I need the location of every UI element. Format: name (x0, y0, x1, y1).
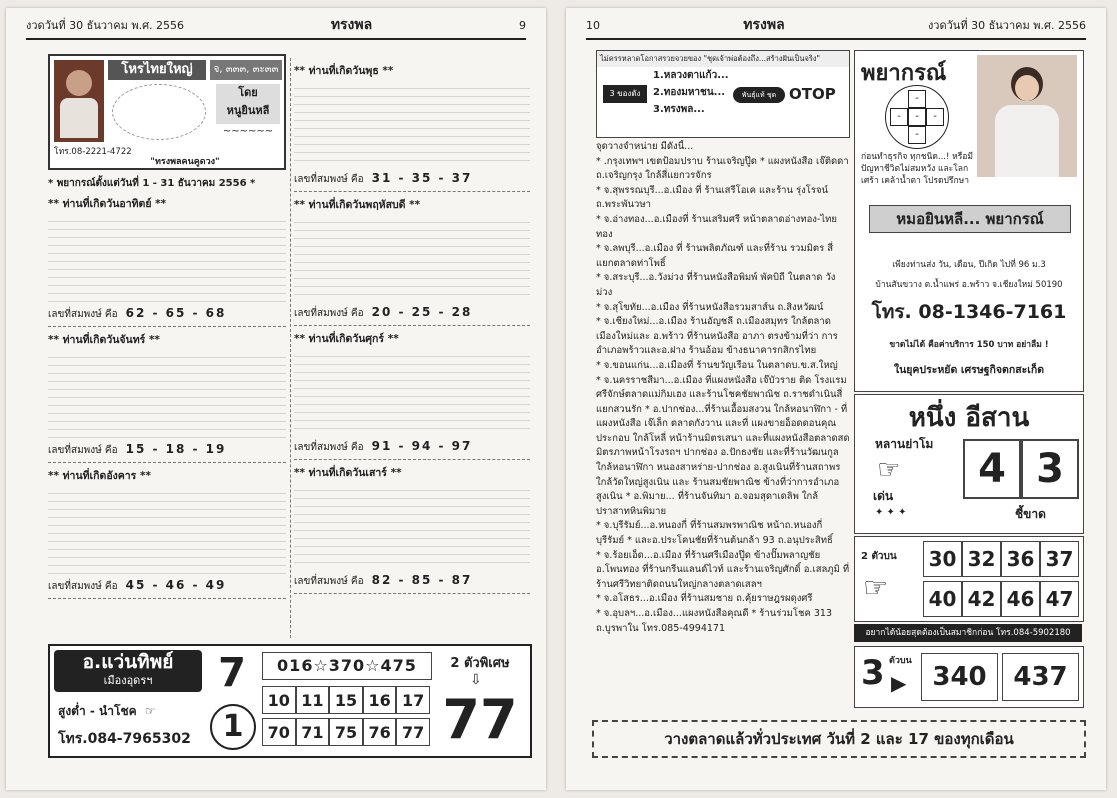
left-section-divider (48, 598, 286, 599)
left-section-divider (48, 462, 286, 463)
dealer-entry: * จ.เชียงใหม่...อ.เมือง ร้านอัญชลี ถ.เมืองสมุทร ใกล้ตลาด เมืองใหม่และ อ.พร้าว ที่ร้านหนังสือ อาภา ตรงข้ามที่ว่า การอำเภอพร้าวและอ.ฝาง ร้านอ้อม ข้างธนาคารกสิกรไทย (596, 316, 838, 357)
left-lucky-numbers: 45 - 46 - 49 (125, 578, 227, 592)
promo-slogan: สูงต่ำ - นำโชค (58, 704, 137, 718)
left-lucky-label: เลขที่สมพงษ์ คือ (48, 445, 118, 456)
horoscope-grid-cell: - (908, 108, 926, 126)
left-lucky-row (48, 578, 286, 594)
right-header-page-number: 10 (586, 18, 600, 32)
dealer-entry: * จ.อโสธร...อ.เมือง ที่ร้านสมชาย ถ.คุ้ยราษฎรผดุงศรี (596, 593, 813, 605)
isan-label-right: ชี้ขาด (1015, 507, 1046, 521)
forecast-tagline: ในยุคประหยัด เศรษฐกิจตกสะเก็ด (893, 364, 1045, 376)
right-section-title: ** ท่านที่เกิดวันพุธ ** (294, 65, 394, 77)
ad-item: 3.ทรงพล... (653, 104, 705, 115)
dealer-entry: * จ.นครราชสีมา...อ.เมือง ที่แผงหนังสือ เจ๊บัวราย ติด โรงแรมศรีจักษ์ตลาดแม่กิมเฮง และร้านโชคชัยพาณิช ถ.ราชดำเนินสี่แยกสวนรัก * อ.ปากช่อง...ที่ร้านเอื้อมสงวน ใกล้หอนาฬิกา - ที่แผงหนังสือ เจ๊เล็ก ตลาดกังวาน และที่ แผงขายอ็อดดอนคุณประกอบ ใกล้โหลี่ หน้าร้านมิตรเสนา และที่แผงหนังสือตลาดสดมิตรภาพหน้าโรงรถฯ ปากช่อง อ.ปักธงชัย และที่ร้านวัฒนกูล ใกล้หอนาฬิกา หนองสาหร่าย-ปากช่อง อ.สูงเนินที่ร้านสถาพร ใกล้วัดใหญ่สูงเนิน และ ร้านสมชัยพาณิช ข้างที่ว่าการอำเภอสูงเนิน * อ.พิมาย... ที่ร้านจันทิมา อ.จอมสุดาเดลิพ ใกล้ปราสาทหินพิมาย (596, 374, 850, 517)
left-section-body-placeholder (48, 214, 286, 302)
forecast-period-title: * พยากรณ์ตั้งแต่วันที่ 1 - 31 ธันวาคม 2556 * (48, 178, 256, 189)
isan-stars: ✦ ✦ ✦ (875, 507, 907, 518)
isan-digit: 4 (963, 439, 1021, 499)
horoscope-grid-cell: - (926, 108, 944, 126)
dealer-entry: * จ.บุรีรัมย์...อ.หนองกี่ ที่ร้านสมพรพาณิช หน้าถ.หนองกี่ บุรีรัมย์ * และอ.ประโคนชัยที่ร้านต้นกล้า 93 ถ.อนุประสิทธิ์ (596, 520, 833, 547)
profile-by-label: โดย (238, 86, 258, 99)
profile-title: โหรไทยใหญ่ (108, 60, 206, 80)
right-lucky-numbers: 20 - 25 - 28 (371, 305, 473, 319)
right-section (294, 196, 530, 326)
right-lucky-label: เลขที่สมพงษ์ คือ (294, 576, 364, 587)
left-page-column-2 (294, 58, 530, 640)
profile-byline (216, 84, 280, 124)
promo-row-b (262, 718, 430, 746)
otop-logo: OTOP (789, 85, 836, 103)
pointing-hand-icon: ☞ (877, 455, 901, 485)
right-section-title: ** ท่านที่เกิดวันเสาร์ ** (294, 467, 402, 479)
three-top-digit-label: 3 (861, 653, 885, 693)
two-top-number: 32 (962, 541, 1001, 577)
forecast-photo (977, 55, 1077, 177)
promo-special-label: 2 ตัวพิเศษ (450, 656, 510, 671)
forecast-send: เพียงท่านส่ง วัน, เดือน, ปีเกิด ไปที่ 96 ม.3 (892, 260, 1046, 270)
dealer-entry: * จ.สุโขทัย...อ.เมือง ที่ร้านหนังสือรวมสาส์น ถ.สิงหวัฒน์ (596, 301, 824, 313)
promo-big-bottom: 1 (210, 704, 256, 750)
isan-box (854, 394, 1084, 534)
right-header (586, 14, 1086, 36)
ad-badge: 3 ของดัง (603, 85, 647, 103)
horoscope-grid-cell: - (908, 90, 926, 108)
right-section-body-placeholder (294, 215, 530, 301)
forecast-address: บ้านสันขวาง ต.น้ำแพร่ อ.พร้าว จ.เชียงใหม่ 50190 (875, 280, 1063, 290)
promo-box (48, 644, 532, 758)
two-top-box (854, 536, 1084, 622)
left-section (48, 467, 286, 599)
promo-number-cell: 17 (396, 686, 430, 714)
right-lucky-row (294, 305, 530, 321)
column-divider (290, 58, 291, 638)
right-lucky-numbers: 91 - 94 - 97 (371, 439, 473, 453)
promo-number-cell: 11 (296, 686, 330, 714)
left-header-date: งวดวันที่ 30 ธันวาคม พ.ศ. 2556 (26, 19, 185, 32)
right-lucky-row (294, 439, 530, 455)
horoscope-grid-cell: - (890, 108, 908, 126)
promo-number-cell: 70 (262, 718, 296, 746)
right-section (294, 62, 530, 192)
profile-signature: ~~~~~~ (222, 126, 274, 137)
profile-caption: "ทรงพลคนคูดวง" (150, 157, 220, 167)
isan-title: หนึ่ง อีสาน (908, 403, 1030, 433)
dealer-entry: * .กรุงเทพฯ เขตป้อมปราบ ร้านเจริญปู๊ด * แผงหนังสือ เจ๊ติดดา ถ.เจริญกรุง ใกล้สี่แยกวรจักร (596, 155, 849, 182)
promo-number-cell: 16 (363, 686, 397, 714)
dealer-entry: * จ.อ่างทอง...อ.เมืองที่ ร้านเสริมศรี หน้าตลาดอ่างทอง-ไทยทอง (596, 213, 837, 240)
footer-banner: วางตลาดแล้วทั่วประเทศ วันที่ 2 และ 17 ของทุกเดือน (592, 720, 1086, 758)
ad-banner-headline: ไม่ครรหลาดโอกาสรวยจวยของ "ชุดเจ้าพ่อต้องถึง...สร้างฝันเป็นจริง" (597, 51, 849, 67)
left-section-body-placeholder (48, 350, 286, 438)
left-section-title: ** ท่านที่เกิดวันอาทิตย์ ** (48, 198, 167, 210)
right-header-brand: ทรงพล (743, 17, 785, 33)
right-section-divider (294, 191, 530, 192)
three-top-box (854, 646, 1084, 708)
dealer-entry: * จ.ร้อยเอ็ด...อ.เมือง ที่ร้านศรีเมืองปู๊ด ข้างปั๊มพลาญชัย อ.โพนทอง ที่ร้านกรีนแลนด์ไวท์ และร้านเจริญศักดิ์ อ.เสลภูมิ ที่ร้านศรีวิทยาติดถนนใหญ่กลางตลาดเสลฯ (596, 549, 850, 590)
promo-name-block (54, 650, 202, 692)
left-header (26, 14, 526, 36)
left-lucky-label: เลขที่สมพงษ์ คือ (48, 581, 118, 592)
right-section-body-placeholder (294, 349, 530, 435)
promo-slogan-row (58, 702, 156, 721)
left-lucky-row (48, 306, 286, 322)
isan-digits (963, 439, 1079, 499)
dealer-entry: * จ.สุพรรณบุรี...อ.เมือง ที่ ร้านเสรีโอเค และร้าน รุ่งโรจน์ ถ.พระพันวษา (596, 184, 829, 211)
right-header-rule (586, 38, 1086, 40)
dealer-entry: * จ.อุบลฯ...อ.เมือง...แผงหนังสือคุณดี * ร้านร่วมโชค 313 ถ.บูรพาใน โทร.085-4994171 (596, 608, 832, 634)
left-section (48, 195, 286, 327)
promo-number-cell: 71 (296, 718, 330, 746)
ad-item: 1.หลวงตาแก้ว... (653, 70, 729, 81)
horoscope-grid-icon (885, 85, 949, 149)
horoscope-grid-cell: - (908, 126, 926, 144)
forecast-phone: โทร. 08-1346-7161 (871, 301, 1067, 323)
two-top-number: 30 (923, 541, 962, 577)
promo-number-cell: 75 (329, 718, 363, 746)
ad-item: 2.ทองมหาชน... (653, 87, 726, 98)
ad-badge-2: พันธุ์แท้ ชุด (733, 87, 785, 103)
left-section (48, 331, 286, 463)
membership-bar: อยากได้น้อยสุดต้องเป็นสมาชิกก่อน โทร.084-5902180 (854, 624, 1082, 642)
promo-number-cell: 77 (396, 718, 430, 746)
left-section-body-placeholder (48, 486, 286, 574)
two-top-number: 47 (1040, 581, 1079, 617)
dealer-list (596, 140, 850, 744)
promo-number-cell: 76 (363, 718, 397, 746)
right-lucky-row (294, 171, 530, 187)
ad-banner (596, 50, 850, 138)
promo-row-a (262, 686, 430, 714)
left-header-rule (26, 38, 526, 40)
right-section (294, 330, 530, 460)
isan-digit: 3 (1021, 439, 1079, 499)
right-header-date: งวดวันที่ 30 ธันวาคม พ.ศ. 2556 (927, 19, 1086, 32)
forecast-note: ก่อนทำธุรกิจ ทุกชนิด...! หรือมีปัญหาชีวิตไม่สมหวัง และโลกเศร้า เคล้าน้ำตา โปรดปรึกษา (861, 152, 973, 186)
two-top-label: 2 ตัวบน (861, 551, 897, 562)
right-lucky-numbers: 82 - 85 - 87 (371, 573, 473, 587)
left-sections (48, 195, 286, 599)
ad-items (653, 67, 729, 118)
two-top-number: 46 (1001, 581, 1040, 617)
right-section-divider (294, 325, 530, 326)
right-section-body-placeholder (294, 483, 530, 569)
right-lucky-label: เลขที่สมพงษ์ คือ (294, 442, 364, 453)
play-arrow-icon: ▶ (891, 671, 907, 695)
profile-phone: โทร.08-2221-4722 (54, 147, 132, 157)
three-top-number: 437 (1002, 653, 1079, 701)
profile-sign-graphic (112, 84, 206, 140)
profile-name: หนูยินหลี (226, 104, 270, 117)
dealer-entry: * จ.สระบุรี...อ.วังม่วง ที่ร้านหนังสือพิมพ์ พัคบิถี ในตลาด วังม่วง (596, 272, 836, 298)
two-top-number: 40 (923, 581, 962, 617)
promo-big-top: 7 (218, 650, 246, 696)
left-lucky-label: เลขที่สมพงษ์ คือ (48, 309, 118, 320)
left-section-title: ** ท่านที่เกิดวันจันทร์ ** (48, 334, 160, 346)
left-section-divider (48, 326, 286, 327)
pointing-hand-icon: ☞ (144, 704, 156, 718)
two-top-row-2 (923, 581, 1079, 617)
forecast-title: พยากรณ์ (861, 61, 947, 86)
dealer-entry: * จ.ขอนแก่น...อ.เมืองที่ ร้านขวัญเรือน ในตลาดบ.ข.ส.ใหญ่ (596, 359, 838, 371)
dealer-intro: จุดวางจำหน่าย มีดังนี้... (596, 141, 694, 152)
left-header-page-number: 9 (518, 18, 526, 32)
two-top-number: 36 (1001, 541, 1040, 577)
profile-sign-text: จ, ๓๓๓, ๓ะ๓๓ (210, 60, 282, 80)
right-section-divider (294, 593, 530, 594)
promo-name: อ.แว่นทิพย์ (82, 651, 174, 673)
dealer-entry: * จ.ลพบุรี...อ.เมือง ที่ ร้านพลิตภัณฑ์ และที่ร้าน รวมมิตร สี่แยกตลาดท่าโพธิ์ (596, 243, 833, 269)
right-page (566, 8, 1106, 790)
three-top-text-label: ตัวบน (889, 656, 912, 666)
left-lucky-numbers: 15 - 18 - 19 (125, 442, 227, 456)
profile-box (48, 54, 286, 170)
left-lucky-row (48, 442, 286, 458)
isan-subtitle: หลานย่าโม (875, 437, 934, 451)
three-top-numbers (921, 653, 1079, 701)
two-top-number: 42 (962, 581, 1001, 617)
right-section-body-placeholder (294, 81, 530, 167)
two-top-number: 37 (1040, 541, 1079, 577)
forecast-ad (854, 50, 1084, 392)
promo-number-cell: 10 (262, 686, 296, 714)
isan-label-left: เด่น (873, 489, 894, 503)
right-section-title: ** ท่านที่เกิดวันพฤหัสบดี ** (294, 199, 421, 211)
right-lucky-label: เลขที่สมพงษ์ คือ (294, 174, 364, 185)
forecast-fee: ขาดไม่ได้ คือค่าบริการ 150 บาท อย่าลืม ! (889, 340, 1049, 350)
promo-stars-row: 016☆370☆475 (262, 652, 432, 680)
promo-special-number: 77 (442, 688, 518, 751)
left-section-title: ** ท่านที่เกิดอังคาร ** (48, 470, 151, 482)
three-top-number: 340 (921, 653, 998, 701)
promo-phone: โทร.084-7965302 (58, 731, 191, 747)
right-section (294, 464, 530, 594)
promo-number-cell: 15 (329, 686, 363, 714)
right-lucky-row (294, 573, 530, 589)
left-lucky-numbers: 62 - 65 - 68 (125, 306, 227, 320)
right-section-title: ** ท่านที่เกิดวันศุกร์ ** (294, 333, 399, 345)
right-sections (294, 62, 530, 594)
left-column (48, 54, 286, 636)
right-lucky-numbers: 31 - 35 - 37 (371, 171, 473, 185)
right-lucky-label: เลขที่สมพงษ์ คือ (294, 308, 364, 319)
left-page (6, 8, 546, 790)
two-top-row-1 (923, 541, 1079, 577)
forecast-name-banner: หมอยินหลี... พยากรณ์ (869, 205, 1071, 233)
dealer-items (596, 155, 850, 637)
left-header-brand: ทรงพล (330, 17, 373, 33)
pointing-hand-icon-2: ☞ (863, 571, 889, 604)
right-section-divider (294, 459, 530, 460)
astrologer-photo (54, 60, 104, 142)
down-arrow-icon: ⇩ (470, 672, 482, 688)
promo-place: เมืองอุดรฯ (103, 674, 153, 687)
